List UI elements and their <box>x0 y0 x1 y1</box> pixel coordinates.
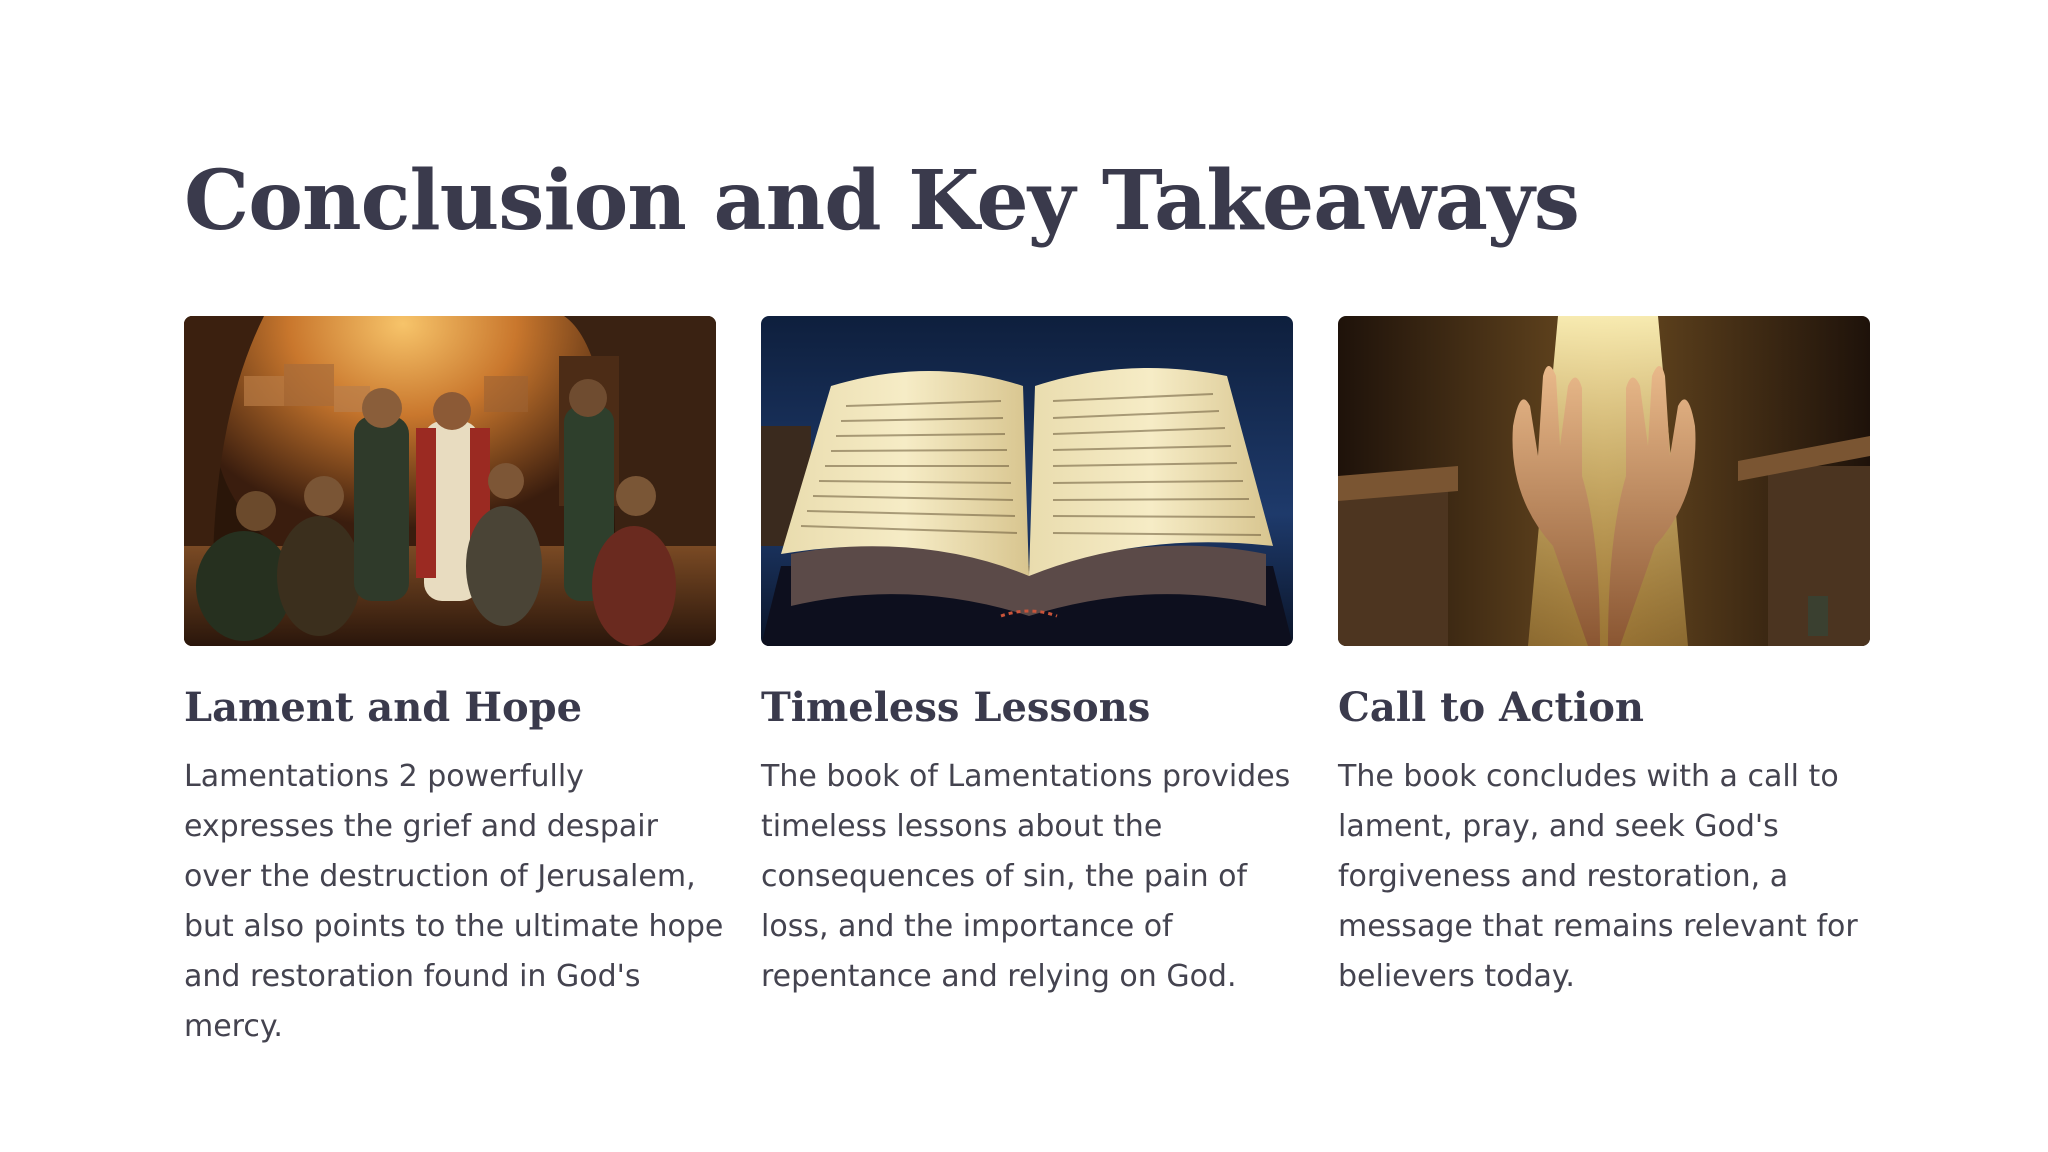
slide-title: Conclusion and Key Takeaways <box>184 153 1579 249</box>
card-heading: Call to Action <box>1338 684 1644 731</box>
card-heading: Timeless Lessons <box>761 684 1151 731</box>
card-body: Lamentations 2 powerfully expresses the grief and despair over the destruction of Jerusalem, but also points to the ultimate hope and restoration found in God's mercy. <box>184 759 724 1044</box>
card-lament-and-hope <box>184 316 724 1052</box>
gathered-figures-illustration <box>184 316 716 646</box>
card-timeless-lessons <box>761 316 1293 1002</box>
card-call-to-action <box>1338 316 1870 1002</box>
card-body: The book of Lamentations provides timeless lessons about the consequences of sin, the pain of loss, and the importance of repentance and relying on God. <box>761 759 1291 994</box>
card-body: The book concludes with a call to lament, pray, and seek God's forgiveness and restoration, a message that remains relevant for believers today. <box>1338 759 1858 994</box>
card-heading: Lament and Hope <box>184 684 583 731</box>
open-book-illustration <box>761 316 1293 646</box>
takeaway-cards <box>184 316 1868 1044</box>
raised-hands-illustration <box>1338 316 1870 646</box>
